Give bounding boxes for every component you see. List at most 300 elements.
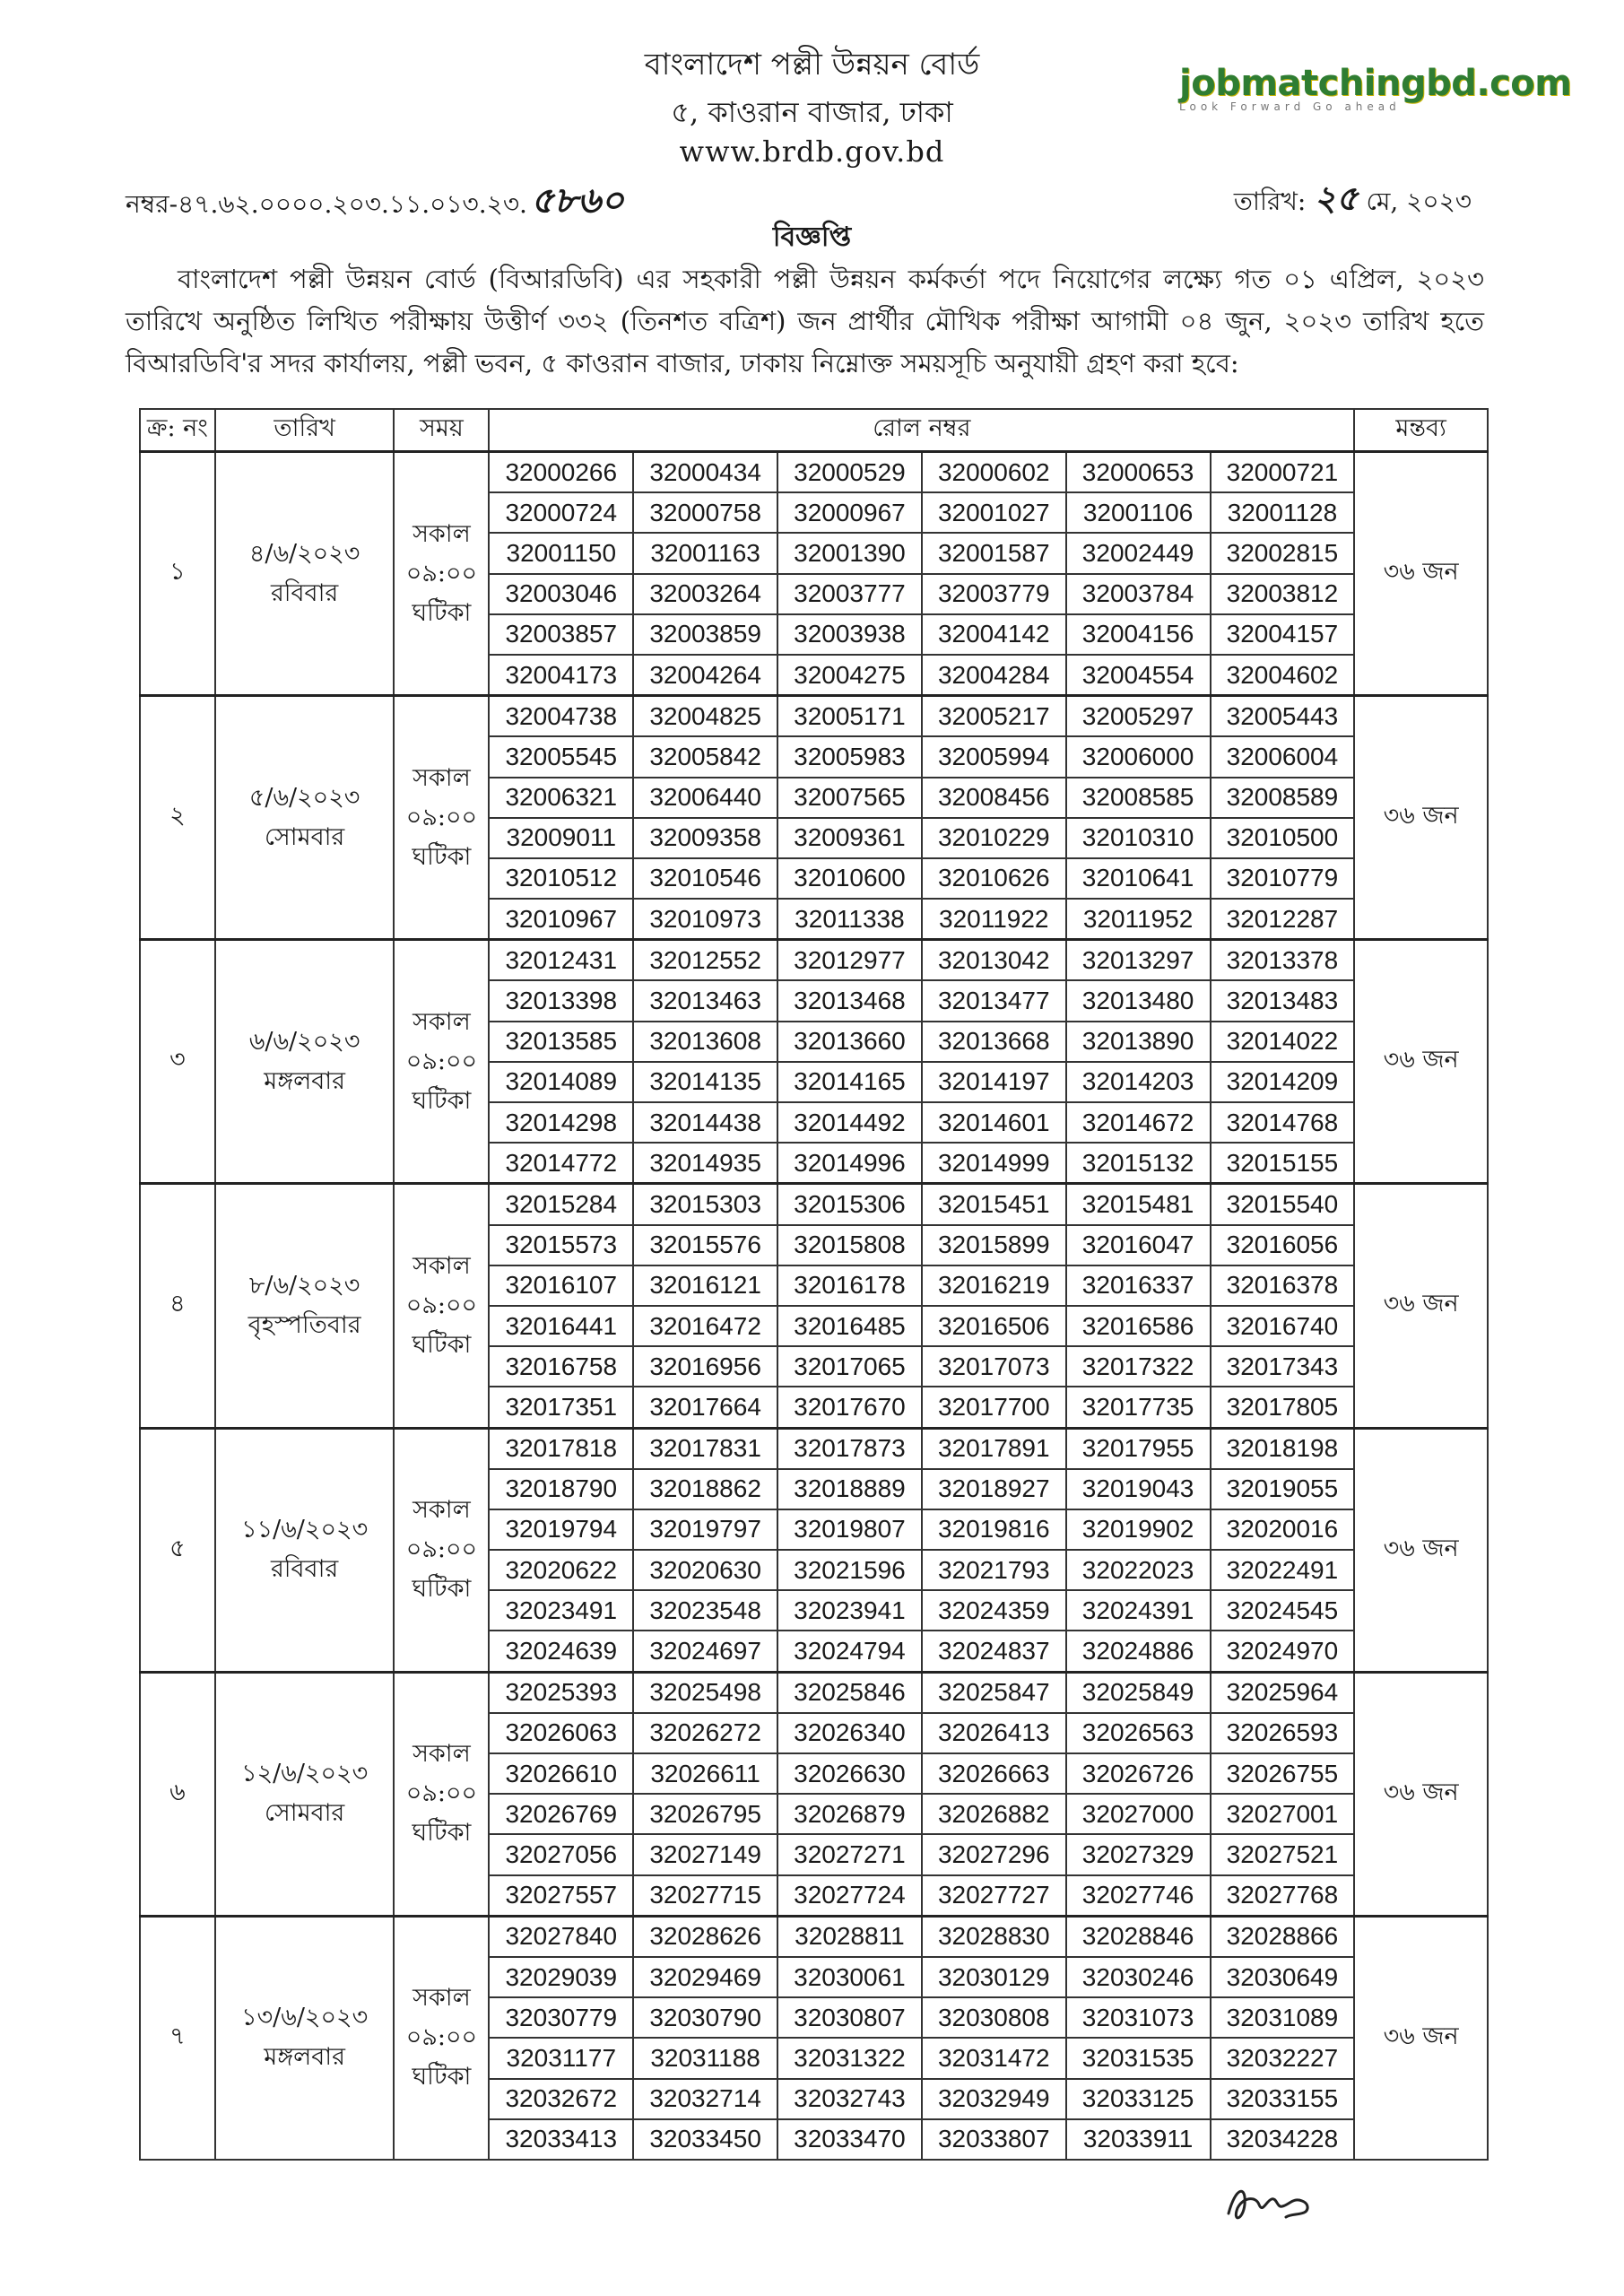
roll-number-cell: 32030807 <box>777 1997 922 2038</box>
roll-number-cell: 32000266 <box>489 452 633 493</box>
roll-number-cell: 32027001 <box>1211 1794 1355 1834</box>
roll-number-cell: 32021596 <box>777 1550 922 1590</box>
serial-cell: ২ <box>140 696 215 940</box>
roll-number-cell: 32033807 <box>922 2119 1066 2160</box>
roll-number-cell: 32015576 <box>633 1225 777 1265</box>
roll-number-cell: 32020016 <box>1211 1509 1355 1550</box>
roll-number-cell: 32014022 <box>1211 1022 1355 1062</box>
roll-number-cell: 32014438 <box>633 1102 777 1143</box>
time-cell <box>394 1184 489 1428</box>
header-date: তারিখ <box>215 409 395 452</box>
roll-number-cell: 32033911 <box>1066 2119 1211 2160</box>
roll-number-cell: 32017351 <box>489 1387 633 1428</box>
roll-number-cell: 32009011 <box>489 818 633 858</box>
roll-number-cell: 32001128 <box>1211 492 1355 533</box>
table-row <box>140 1672 1488 1713</box>
roll-number-cell: 32019055 <box>1211 1469 1355 1509</box>
roll-number-cell: 32014298 <box>489 1102 633 1143</box>
roll-number-cell: 32000721 <box>1211 452 1355 493</box>
roll-number-cell: 32016378 <box>1211 1265 1355 1306</box>
roll-number-cell: 32017873 <box>777 1428 922 1469</box>
roll-number-cell: 32024697 <box>633 1631 777 1672</box>
roll-number-cell: 32013468 <box>777 980 922 1021</box>
roll-number-cell: 32005994 <box>922 736 1066 777</box>
roll-number-cell: 32027149 <box>633 1834 777 1874</box>
roll-number-cell: 32010779 <box>1211 858 1355 899</box>
roll-number-cell: 32000653 <box>1066 452 1211 493</box>
roll-number-cell: 32027271 <box>777 1834 922 1874</box>
roll-number-cell: 32011338 <box>777 899 922 940</box>
date-cell <box>215 940 395 1184</box>
roll-number-cell: 32026563 <box>1066 1713 1211 1753</box>
roll-number-cell: 32010600 <box>777 858 922 899</box>
roll-number-cell: 32012287 <box>1211 899 1355 940</box>
roll-number-cell: 32009361 <box>777 818 922 858</box>
table-row <box>140 1428 1488 1469</box>
roll-number-cell: 32004738 <box>489 696 633 737</box>
roll-number-cell: 32024794 <box>777 1631 922 1672</box>
roll-number-cell: 32014999 <box>922 1143 1066 1184</box>
roll-number-cell: 32010626 <box>922 858 1066 899</box>
time-text: সকাল <box>413 519 471 548</box>
time-cell <box>394 940 489 1184</box>
table-row <box>140 940 1488 981</box>
table-row <box>140 452 1488 493</box>
roll-number-cell: 32003046 <box>489 574 633 614</box>
roll-number-cell: 32004264 <box>633 655 777 696</box>
roll-number-cell: 32006440 <box>633 778 777 818</box>
roll-number-cell: 32012431 <box>489 940 633 981</box>
roll-number-cell: 32015540 <box>1211 1184 1355 1225</box>
roll-number-cell: 32023548 <box>633 1590 777 1631</box>
time-text: ঘটিকা <box>412 1086 472 1115</box>
roll-number-cell: 32019043 <box>1066 1469 1211 1509</box>
roll-number-cell: 32016485 <box>777 1306 922 1346</box>
roll-number-cell: 32031472 <box>922 2038 1066 2078</box>
roll-number-cell: 32014135 <box>633 1062 777 1102</box>
roll-number-cell: 32019797 <box>633 1509 777 1550</box>
roll-number-cell: 32032714 <box>633 2079 777 2119</box>
roll-number-cell: 32027000 <box>1066 1794 1211 1834</box>
time-text: সকাল <box>413 1007 471 1036</box>
notice-heading: বিজ্ঞপ্তি <box>772 222 852 253</box>
roll-number-cell: 32004157 <box>1211 614 1355 655</box>
roll-number-cell: 32017955 <box>1066 1428 1211 1469</box>
time-text: ০৯:০০ <box>405 803 478 831</box>
roll-number-cell: 32008589 <box>1211 778 1355 818</box>
roll-number-cell: 32027557 <box>489 1875 633 1917</box>
roll-number-cell: 32024391 <box>1066 1590 1211 1631</box>
roll-number-cell: 32016472 <box>633 1306 777 1346</box>
weekday-value: বৃহস্পতিবার <box>248 1310 361 1339</box>
roll-number-cell: 32000967 <box>777 492 922 533</box>
roll-number-cell: 32000529 <box>777 452 922 493</box>
roll-number-cell: 32017891 <box>922 1428 1066 1469</box>
serial-cell: ৫ <box>140 1428 215 1672</box>
roll-number-cell: 32015573 <box>489 1225 633 1265</box>
weekday-value: রবিবার <box>270 578 339 607</box>
roll-number-cell: 32018198 <box>1211 1428 1355 1469</box>
date-value: ৮/৬/২০২৩ <box>248 1271 360 1300</box>
roll-number-cell: 32013463 <box>633 980 777 1021</box>
roll-number-cell: 32017805 <box>1211 1387 1355 1428</box>
remark-cell: ৩৬ জন <box>1354 1672 1488 1916</box>
time-cell <box>394 1428 489 1672</box>
roll-number-cell: 32025498 <box>633 1672 777 1713</box>
remark-cell: ৩৬ জন <box>1354 452 1488 696</box>
roll-number-cell: 32026882 <box>922 1794 1066 1834</box>
date-cell <box>215 1428 395 1672</box>
remark-cell: ৩৬ জন <box>1354 1916 1488 2160</box>
weekday-value: রবিবার <box>270 1555 339 1584</box>
roll-number-cell: 32012977 <box>777 940 922 981</box>
weekday-value: মঙ্গলবার <box>264 2043 345 2072</box>
roll-number-cell: 32003779 <box>922 574 1066 614</box>
roll-number-cell: 32030246 <box>1066 1957 1211 1997</box>
roll-number-cell: 32026611 <box>633 1753 777 1794</box>
roll-number-cell: 32005171 <box>777 696 922 737</box>
roll-number-cell: 32026340 <box>777 1713 922 1753</box>
roll-number-cell: 32014203 <box>1066 1062 1211 1102</box>
time-text: ০৯:০০ <box>405 1047 478 1075</box>
roll-number-cell: 32010546 <box>633 858 777 899</box>
roll-number-cell: 32015899 <box>922 1225 1066 1265</box>
roll-number-cell: 32019807 <box>777 1509 922 1550</box>
watermark-tagline: Look Forward Go ahead <box>1179 100 1401 113</box>
weekday-value: সোমবার <box>264 1799 345 1828</box>
roll-number-cell: 32014197 <box>922 1062 1066 1102</box>
roll-number-cell: 32027768 <box>1211 1875 1355 1917</box>
organization-address: ৫, কাওরান বাজার, ঢাকা <box>671 95 953 129</box>
roll-number-cell: 32003784 <box>1066 574 1211 614</box>
roll-number-cell: 32007565 <box>777 778 922 818</box>
roll-number-cell: 32031089 <box>1211 1997 1355 2038</box>
roll-number-cell: 32026795 <box>633 1794 777 1834</box>
date-value: ১২/৬/২০২৩ <box>241 1760 369 1788</box>
time-text: ০৯:০০ <box>405 1535 478 1564</box>
roll-number-cell: 32005217 <box>922 696 1066 737</box>
roll-number-cell: 32016047 <box>1066 1225 1211 1265</box>
roll-number-cell: 32034228 <box>1211 2119 1355 2160</box>
roll-number-cell: 32014935 <box>633 1143 777 1184</box>
serial-cell: ১ <box>140 452 215 696</box>
roll-number-cell: 32016758 <box>489 1346 633 1387</box>
roll-number-cell: 32031073 <box>1066 1997 1211 2038</box>
roll-number-cell: 32030790 <box>633 1997 777 2038</box>
roll-number-cell: 32032743 <box>777 2079 922 2119</box>
roll-number-cell: 32025393 <box>489 1672 633 1713</box>
roll-number-cell: 32033413 <box>489 2119 633 2160</box>
roll-number-cell: 32016056 <box>1211 1225 1355 1265</box>
roll-number-cell: 32027746 <box>1066 1875 1211 1917</box>
roll-number-cell: 32016107 <box>489 1265 633 1306</box>
roll-number-cell: 32028811 <box>777 1916 922 1957</box>
roll-number-cell: 32017073 <box>922 1346 1066 1387</box>
date-month-year: মে, ২০২৩ <box>1366 187 1472 216</box>
serial-cell: ৬ <box>140 1672 215 1916</box>
roll-number-cell: 32023491 <box>489 1590 633 1631</box>
memo-number-handwritten: ৫৮৬০ <box>530 179 624 222</box>
roll-number-cell: 32003264 <box>633 574 777 614</box>
roll-number-cell: 32013668 <box>922 1022 1066 1062</box>
date-value: ৪/৬/২০২৩ <box>248 539 360 568</box>
roll-number-cell: 32022491 <box>1211 1550 1355 1590</box>
roll-number-cell: 32014996 <box>777 1143 922 1184</box>
roll-number-cell: 32031322 <box>777 2038 922 2078</box>
roll-number-cell: 32026413 <box>922 1713 1066 1753</box>
roll-number-cell: 32015306 <box>777 1184 922 1225</box>
table-header-row <box>140 409 1488 452</box>
roll-number-cell: 32019794 <box>489 1509 633 1550</box>
roll-number-cell: 32002815 <box>1211 533 1355 573</box>
roll-number-cell: 32010641 <box>1066 858 1211 899</box>
roll-number-cell: 32005545 <box>489 736 633 777</box>
roll-number-cell: 32001027 <box>922 492 1066 533</box>
roll-number-cell: 32016219 <box>922 1265 1066 1306</box>
roll-number-cell: 32024639 <box>489 1631 633 1672</box>
date-cell <box>215 452 395 696</box>
table-row <box>140 1184 1488 1225</box>
roll-number-cell: 32014768 <box>1211 1102 1355 1143</box>
date-cell <box>215 1672 395 1916</box>
roll-number-cell: 32000602 <box>922 452 1066 493</box>
time-text: ঘটিকা <box>412 842 472 871</box>
roll-number-cell: 32031188 <box>633 2038 777 2078</box>
roll-number-cell: 32015155 <box>1211 1143 1355 1184</box>
roll-number-cell: 32027715 <box>633 1875 777 1917</box>
roll-number-cell: 32009358 <box>633 818 777 858</box>
date-handwritten-day: ২৫ <box>1314 178 1359 218</box>
roll-number-cell: 32001150 <box>489 533 633 573</box>
roll-number-cell: 32028846 <box>1066 1916 1211 1957</box>
roll-number-cell: 32027329 <box>1066 1834 1211 1874</box>
roll-number-cell: 32013042 <box>922 940 1066 981</box>
date-cell <box>215 1916 395 2160</box>
roll-number-cell: 32026726 <box>1066 1753 1211 1794</box>
roll-number-cell: 32006004 <box>1211 736 1355 777</box>
roll-number-cell: 32005842 <box>633 736 777 777</box>
roll-number-cell: 32032227 <box>1211 2038 1355 2078</box>
roll-number-cell: 32005297 <box>1066 696 1211 737</box>
roll-number-cell: 32011952 <box>1066 899 1211 940</box>
roll-number-cell: 32014209 <box>1211 1062 1355 1102</box>
roll-number-cell: 32016441 <box>489 1306 633 1346</box>
roll-number-cell: 32016178 <box>777 1265 922 1306</box>
roll-number-cell: 32013608 <box>633 1022 777 1062</box>
roll-number-cell: 32024545 <box>1211 1590 1355 1631</box>
roll-number-cell: 32005443 <box>1211 696 1355 737</box>
roll-number-cell: 32013398 <box>489 980 633 1021</box>
roll-number-cell: 32024837 <box>922 1631 1066 1672</box>
roll-number-cell: 32016506 <box>922 1306 1066 1346</box>
roll-number-cell: 32018862 <box>633 1469 777 1509</box>
roll-number-cell: 32000434 <box>633 452 777 493</box>
roll-number-cell: 32010310 <box>1066 818 1211 858</box>
roll-number-cell: 32032672 <box>489 2079 633 2119</box>
roll-number-cell: 32019816 <box>922 1509 1066 1550</box>
roll-number-cell: 32025964 <box>1211 1672 1355 1713</box>
roll-number-cell: 32013480 <box>1066 980 1211 1021</box>
roll-number-cell: 32005983 <box>777 736 922 777</box>
roll-number-cell: 32017664 <box>633 1387 777 1428</box>
time-text: ০৯:০০ <box>405 2023 478 2052</box>
roll-number-cell: 32015132 <box>1066 1143 1211 1184</box>
roll-number-cell: 32006321 <box>489 778 633 818</box>
roll-number-cell: 32013477 <box>922 980 1066 1021</box>
roll-number-cell: 32001163 <box>633 533 777 573</box>
time-text: সকাল <box>413 1496 471 1525</box>
date-value: ৬/৬/২০২৩ <box>248 1027 360 1056</box>
roll-number-cell: 32020622 <box>489 1550 633 1590</box>
roll-number-cell: 32001587 <box>922 533 1066 573</box>
roll-number-cell: 32027724 <box>777 1875 922 1917</box>
time-text: ঘটিকা <box>412 1330 472 1359</box>
roll-number-cell: 32024886 <box>1066 1631 1211 1672</box>
roll-number-cell: 32030061 <box>777 1957 922 1997</box>
remark-cell: ৩৬ জন <box>1354 696 1488 940</box>
date-cell <box>215 696 395 940</box>
roll-number-cell: 32010512 <box>489 858 633 899</box>
roll-number-cell: 32013890 <box>1066 1022 1211 1062</box>
roll-number-cell: 32026755 <box>1211 1753 1355 1794</box>
roll-number-cell: 32012552 <box>633 940 777 981</box>
roll-number-cell: 32026272 <box>633 1713 777 1753</box>
organization-website: www.brdb.gov.bd <box>679 135 945 169</box>
roll-number-cell: 32027296 <box>922 1834 1066 1874</box>
roll-number-cell: 32011922 <box>922 899 1066 940</box>
time-text: সকাল <box>413 1740 471 1769</box>
time-cell <box>394 452 489 696</box>
roll-number-cell: 32019902 <box>1066 1509 1211 1550</box>
roll-number-cell: 32026593 <box>1211 1713 1355 1753</box>
time-text: সকাল <box>413 763 471 792</box>
roll-number-cell: 32031535 <box>1066 2038 1211 2078</box>
roll-number-cell: 32010229 <box>922 818 1066 858</box>
roll-number-cell: 32027521 <box>1211 1834 1355 1874</box>
roll-number-cell: 32003812 <box>1211 574 1355 614</box>
roll-number-cell: 32014089 <box>489 1062 633 1102</box>
roll-number-cell: 32016740 <box>1211 1306 1355 1346</box>
roll-number-cell: 32027840 <box>489 1916 633 1957</box>
time-text: ০৯:০০ <box>405 1779 478 1808</box>
roll-number-cell: 32017700 <box>922 1387 1066 1428</box>
roll-number-cell: 32003938 <box>777 614 922 655</box>
roll-number-cell: 32014601 <box>922 1102 1066 1143</box>
time-text: ঘটিকা <box>412 1575 472 1604</box>
date-value: ৫/৬/২০২৩ <box>248 783 360 812</box>
remark-cell: ৩৬ জন <box>1354 1428 1488 1672</box>
roll-number-cell: 32022023 <box>1066 1550 1211 1590</box>
roll-number-cell: 32024970 <box>1211 1631 1355 1672</box>
roll-number-cell: 32030129 <box>922 1957 1066 1997</box>
roll-number-cell: 32004142 <box>922 614 1066 655</box>
weekday-value: সোমবার <box>264 822 345 851</box>
roll-number-cell: 32013483 <box>1211 980 1355 1021</box>
time-text: ০৯:০০ <box>405 559 478 587</box>
roll-number-cell: 32004156 <box>1066 614 1211 655</box>
roll-number-cell: 32021793 <box>922 1550 1066 1590</box>
roll-number-cell: 32033125 <box>1066 2079 1211 2119</box>
interview-schedule-table <box>139 408 1489 2161</box>
roll-number-cell: 32015284 <box>489 1184 633 1225</box>
time-text: ঘটিকা <box>412 2063 472 2092</box>
roll-number-cell: 32016121 <box>633 1265 777 1306</box>
roll-number-cell: 32025847 <box>922 1672 1066 1713</box>
roll-number-cell: 32033470 <box>777 2119 922 2160</box>
roll-number-cell: 32027727 <box>922 1875 1066 1917</box>
organization-name: বাংলাদেশ পল্লী উন্নয়ন বোর্ড <box>644 47 980 83</box>
time-cell <box>394 1672 489 1916</box>
roll-number-cell: 32013378 <box>1211 940 1355 981</box>
roll-number-cell: 32028830 <box>922 1916 1066 1957</box>
header-roll: রোল নম্বর <box>489 409 1354 452</box>
roll-number-cell: 32018927 <box>922 1469 1066 1509</box>
date-value: ১৩/৬/২০২৩ <box>241 2004 369 2032</box>
roll-number-cell: 32013585 <box>489 1022 633 1062</box>
header-remark: মন্তব্য <box>1354 409 1488 452</box>
roll-number-cell: 32023941 <box>777 1590 922 1631</box>
roll-number-cell: 32026663 <box>922 1753 1066 1794</box>
roll-number-cell: 32004173 <box>489 655 633 696</box>
roll-number-cell: 32031177 <box>489 2038 633 2078</box>
roll-number-cell: 32026630 <box>777 1753 922 1794</box>
roll-number-cell: 32033450 <box>633 2119 777 2160</box>
roll-number-cell: 32016337 <box>1066 1265 1211 1306</box>
roll-number-cell: 32017322 <box>1066 1346 1211 1387</box>
watermark-text: jobmatchingbd.com <box>1179 63 1572 104</box>
memo-number-prefix: নম্বর-৪৭.৬২.০০০০.২০৩.১১.০১৩.২৩. <box>126 189 527 219</box>
signature-scribble-icon <box>1220 2178 1318 2231</box>
roll-number-cell: 32017670 <box>777 1387 922 1428</box>
roll-number-cell: 32017065 <box>777 1346 922 1387</box>
roll-number-cell: 32013660 <box>777 1022 922 1062</box>
roll-number-cell: 32025849 <box>1066 1672 1211 1713</box>
roll-number-cell: 32004825 <box>633 696 777 737</box>
roll-number-cell: 32008585 <box>1066 778 1211 818</box>
roll-number-cell: 32016956 <box>633 1346 777 1387</box>
roll-number-cell: 32014165 <box>777 1062 922 1102</box>
remark-cell: ৩৬ জন <box>1354 940 1488 1184</box>
roll-number-cell: 32013297 <box>1066 940 1211 981</box>
roll-number-cell: 32017831 <box>633 1428 777 1469</box>
roll-number-cell: 32002449 <box>1066 533 1211 573</box>
time-text: ০৯:০০ <box>405 1291 478 1319</box>
table-row <box>140 696 1488 737</box>
roll-number-cell: 32026063 <box>489 1713 633 1753</box>
table-row <box>140 1916 1488 1957</box>
roll-number-cell: 32029469 <box>633 1957 777 1997</box>
roll-number-cell: 32026769 <box>489 1794 633 1834</box>
roll-number-cell: 32000724 <box>489 492 633 533</box>
roll-number-cell: 32030649 <box>1211 1957 1355 1997</box>
time-text: সকাল <box>413 1984 471 2013</box>
roll-number-cell: 32014672 <box>1066 1102 1211 1143</box>
roll-number-cell: 32016586 <box>1066 1306 1211 1346</box>
roll-number-cell: 32004554 <box>1066 655 1211 696</box>
time-cell <box>394 696 489 940</box>
roll-number-cell: 32015808 <box>777 1225 922 1265</box>
roll-number-cell: 32006000 <box>1066 736 1211 777</box>
roll-number-cell: 32024359 <box>922 1590 1066 1631</box>
roll-number-cell: 32015303 <box>633 1184 777 1225</box>
roll-number-cell: 32001390 <box>777 533 922 573</box>
roll-number-cell: 32029039 <box>489 1957 633 1997</box>
date-label: তারিখ: <box>1233 187 1307 216</box>
roll-number-cell: 32008456 <box>922 778 1066 818</box>
roll-number-cell: 32003859 <box>633 614 777 655</box>
roll-number-cell: 32017818 <box>489 1428 633 1469</box>
header-time: সময় <box>394 409 489 452</box>
